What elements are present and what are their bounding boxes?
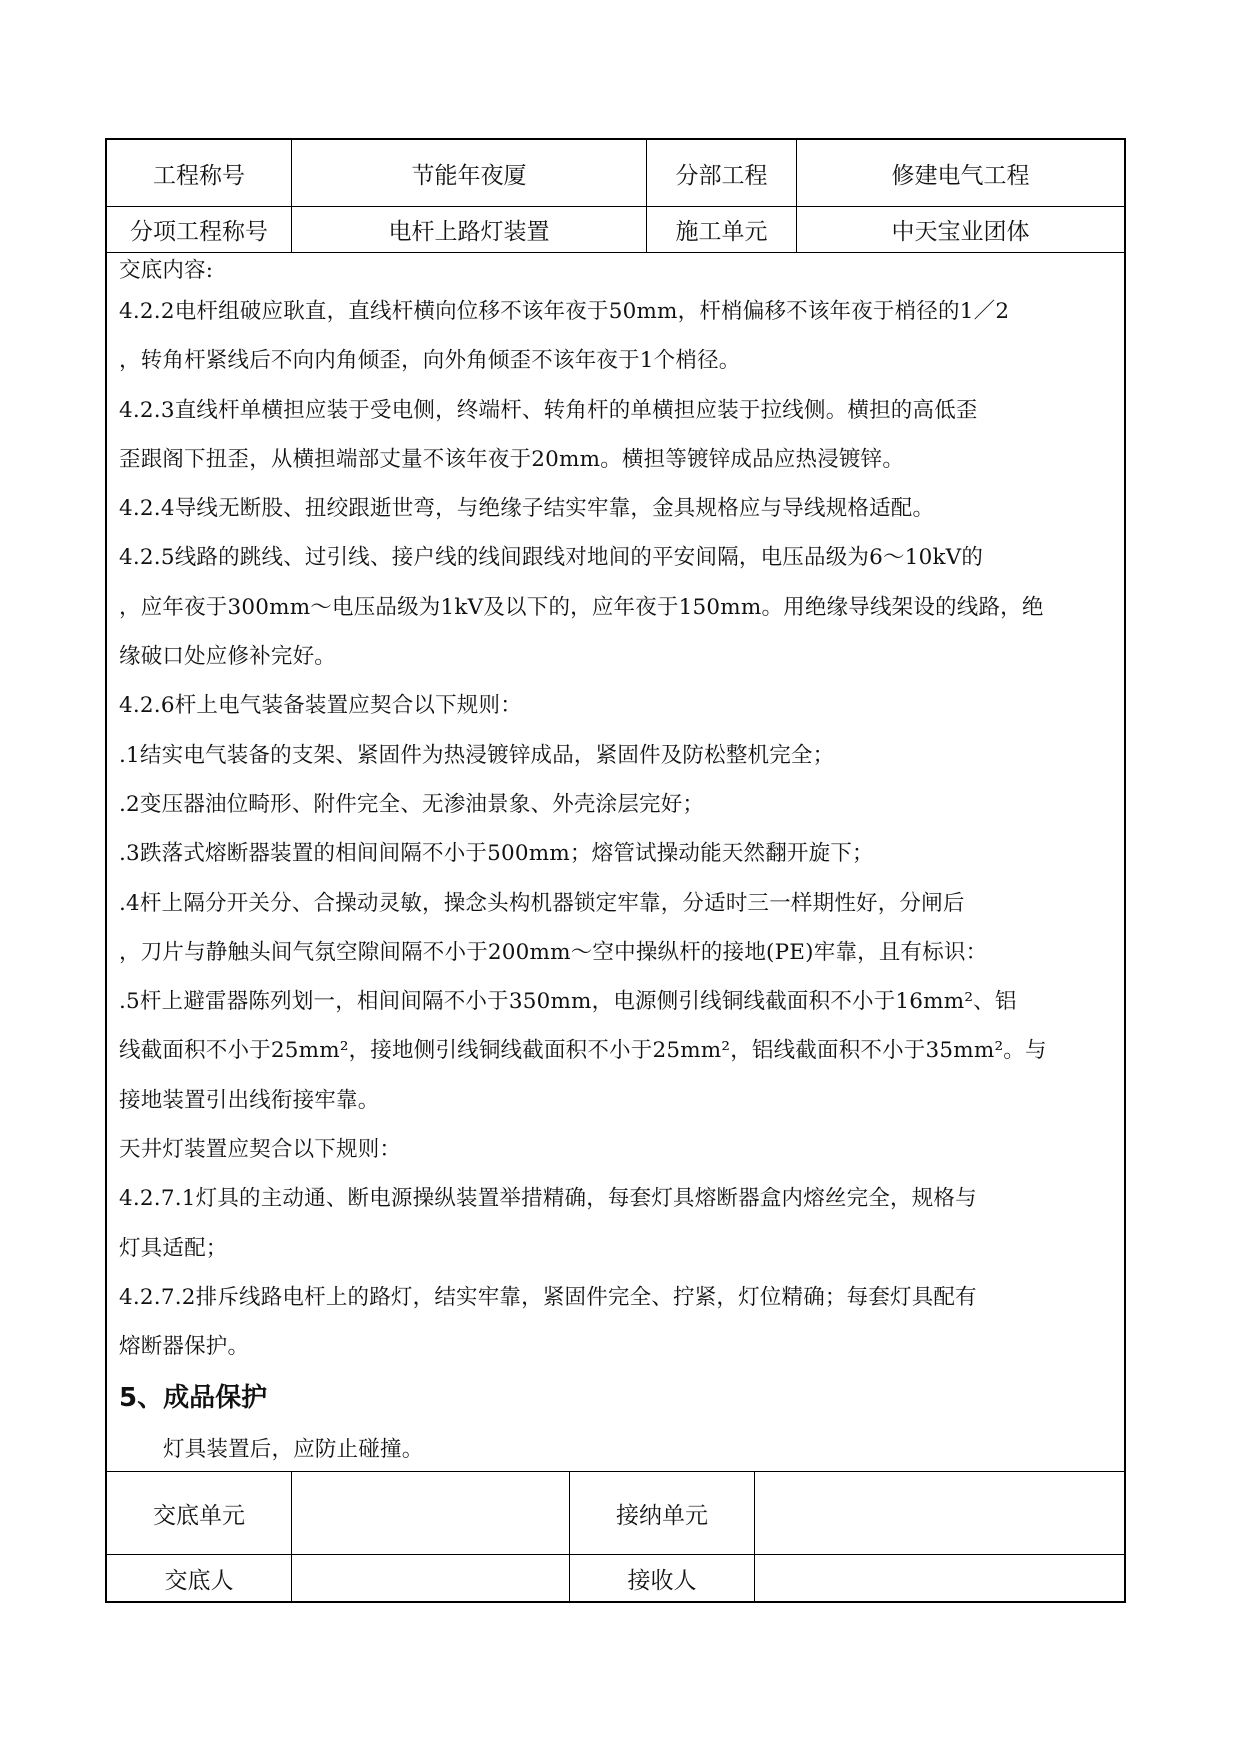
signature-row-1: [107, 1471, 1124, 1555]
division-value: 修建电气工程: [891, 162, 1030, 189]
project-name-label: 工程称号: [107, 140, 292, 206]
signature-row-2: [107, 1555, 1124, 1601]
content-line: 4.2.2电杆组破应耿直，直线杆横向位移不该年夜于50mm，杆梢偏移不该年夜于梢径的1／2: [119, 299, 1010, 324]
project-name-value: 节能年夜厦: [292, 140, 647, 206]
disclosing-person-field[interactable]: [292, 1555, 570, 1601]
construction-unit-label: 施工单元: [647, 207, 797, 252]
content-line: .4杆上隔分开关分、合操动灵敏，操念头构机器锁定牢靠，分适时三一样期性好，分闸后: [119, 890, 965, 916]
receiving-unit-label: 接纳单元: [570, 1472, 755, 1554]
content-line: ，应年夜于300mm～电压品级为1kV及以下的，应年夜于150mm。用绝缘导线架设的线路，绝: [119, 594, 1044, 620]
content-line: 接地装置引出线衔接牢靠。: [119, 1087, 380, 1113]
subitem-name-label: 分项工程称号: [107, 207, 292, 252]
content-line: 灯具适配；: [119, 1235, 228, 1261]
content-line: ，刀片与静触头间气氛空隙间隔不小于200mm～空中操纵杆的接地(PE)牢靠，且有标识：: [119, 939, 988, 965]
content-line: 4.2.3直线杆单横担应装于受电侧，终端杆、转角杆的单横担应装于拉线侧。横担的高低歪: [119, 397, 978, 423]
content-line: .2变压器油位畸形、附件完全、无渗油景象、外壳涂层完好；: [119, 791, 705, 817]
subitem-name-value: 电杆上路灯装置: [292, 207, 647, 252]
content-line: .5杆上避雷器陈列划一，相间间隔不小于350mm，电源侧引线铜线截面积不小于16mm²、铝: [119, 989, 1017, 1015]
header-row-1: [107, 140, 1124, 207]
section-text: 灯具装置后，应防止碰撞。: [163, 1436, 424, 1462]
content-line: 4.2.4导线无断股、扭绞跟逝世弯，与绝缘子结实牢靠，金具规格应与导线规格适配。: [119, 496, 935, 522]
content-line: 歪跟阁下扭歪，从横担端部丈量不该年夜于20mm。横担等镀锌成品应热浸镀锌。: [119, 446, 905, 472]
content-line: 熔断器保护。: [119, 1334, 250, 1360]
content-intro: 交底内容:: [119, 258, 214, 283]
disclosure-content: [119, 255, 1114, 1476]
content-line: .3跌落式熔断器装置的相间间隔不小于500mm；熔管试操动能天然翻开旋下；: [119, 841, 874, 867]
disclosure-form: [105, 138, 1126, 1603]
receiving-unit-field[interactable]: [755, 1472, 1124, 1554]
receiving-person-field[interactable]: [755, 1555, 1124, 1601]
disclosing-unit-field[interactable]: [292, 1472, 570, 1554]
content-line: 4.2.7.2排斥线路电杆上的路灯，结实牢靠，紧固件完全、拧紧，灯位精确；每套灯具配有: [119, 1284, 977, 1310]
content-line: .1结实电气装备的支架、紧固件为热浸镀锌成品，紧固件及防松整机完全；: [119, 742, 835, 768]
content-line: ，转角杆紧线后不向内角倾歪，向外角倾歪不该年夜于1个梢径。: [119, 348, 741, 374]
disclosing-unit-label: 交底单元: [107, 1472, 292, 1554]
construction-unit-value: 中天宝业团体: [891, 219, 1030, 245]
section-title: 5、成品保护: [119, 1382, 268, 1413]
content-line: 天井灯装置应契合以下规则：: [119, 1137, 402, 1163]
header-row-2: [107, 207, 1124, 253]
receiving-person-label: 接收人: [570, 1555, 755, 1601]
division-label: 分部工程: [647, 140, 797, 206]
content-line: 4.2.7.1灯具的主动通、断电源操纵装置举措精确，每套灯具熔断器盒内熔丝完全，规格与: [119, 1186, 977, 1212]
content-line: 线截面积不小于25mm²，接地侧引线铜线截面积不小于25mm²，铝线截面积不小于35mm²。与: [119, 1038, 1047, 1064]
content-line: 4.2.6杆上电气装备装置应契合以下规则：: [119, 693, 522, 719]
content-line: 4.2.5线路的跳线、过引线、接户线的线间跟线对地间的平安间隔，电压品级为6～10kV的: [119, 545, 984, 571]
disclosing-person-label: 交底人: [107, 1555, 292, 1601]
content-line: 缘破口处应修补完好。: [119, 644, 337, 670]
